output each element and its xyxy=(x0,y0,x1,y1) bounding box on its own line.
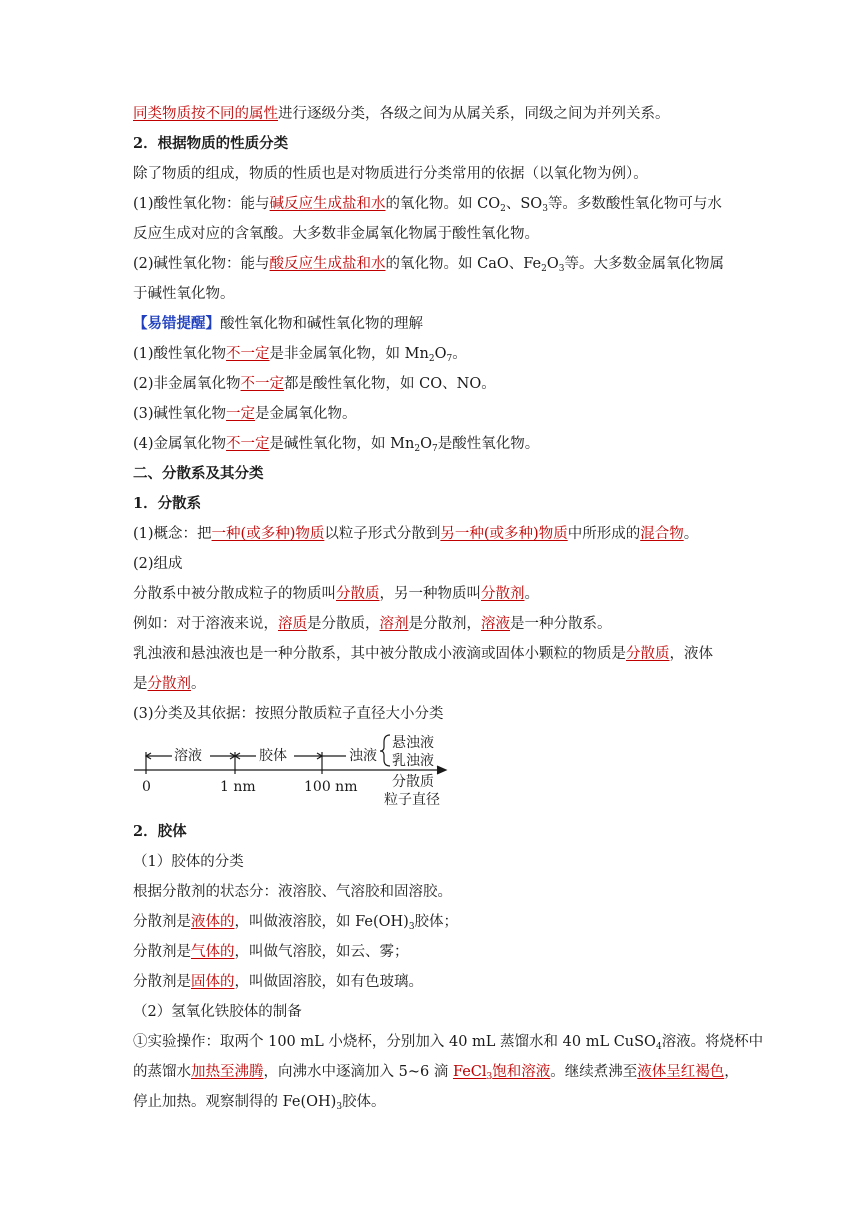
tip-heading: 【易错提醒】酸性氧化物和碱性氧化物的理解 xyxy=(133,315,423,332)
concept-item: (1)概念：把一种(或多种)物质以粒子形式分散到另一种(或多种)物质中所形成的混合物。 xyxy=(133,526,699,542)
label-emulsion: 乳浊液 xyxy=(392,753,434,769)
subsection-heading: 1．分散系 xyxy=(133,495,202,512)
paragraph: 乳浊液和悬浊液也是一种分散系，其中被分散成小液滴或固体小颗粒的物质是分散质，液体 xyxy=(133,646,713,662)
emphasis-text: 同类物质按不同的属性 xyxy=(133,106,278,122)
tip-item: (3)碱性氧化物一定是金属氧化物。 xyxy=(133,406,357,422)
paragraph: 根据分散剂的状态分：液溶胶、气溶胶和固溶胶。 xyxy=(133,884,452,900)
tip-item: (4)金属氧化物不一定是碱性氧化物，如 $Mn_2O_7$是酸性氧化物。 xyxy=(133,436,540,454)
tick-label-0: 0 xyxy=(142,779,151,795)
para-classification: 同类物质按不同的属性进行逐级分类，各级之间为从属关系，同级之间为并列关系。 xyxy=(133,106,670,122)
section-heading: 二、分散系及其分类 xyxy=(133,465,264,482)
basic-oxide-item: (2)碱性氧化物：能与酸反应生成盐和水的氧化物。如 CaO、$Fe_2O_3$等。大多数金属氧化物属 xyxy=(133,256,724,274)
acidic-oxide-item: (1)酸性氧化物：能与碱反应生成盐和水的氧化物。如 $CO_2$、$SO_3$等。多数酸性氧化物可与水 xyxy=(133,196,722,214)
paragraph: 停止加热。观察制得的 $Fe(OH)_3$胶体。 xyxy=(133,1094,386,1112)
tick-label-100nm: 100 nm xyxy=(304,779,358,795)
tip-label: 【易错提醒】 xyxy=(133,315,220,332)
dispersion-classification-diagram xyxy=(128,730,458,812)
paragraph: （2）氢氧化铁胶体的制备 xyxy=(133,1004,302,1020)
paragraph: (3)分类及其依据：按照分散质粒子直径大小分类 xyxy=(133,706,444,722)
paragraph: ①实验操作：取两个 100 mL 小烧杯，分别加入 40 mL 蒸馏水和 40 mL CuSO$_4$溶液。将烧杯中 xyxy=(133,1034,764,1052)
section-heading: 2．根据物质的性质分类 xyxy=(133,135,289,152)
paragraph: 例如：对于溶液来说，溶质是分散质，溶剂是分散剂，溶液是一种分散系。 xyxy=(133,616,612,632)
tip-item: (2)非金属氧化物不一定都是酸性氧化物，如 CO、NO。 xyxy=(133,376,496,392)
label-solution: 溶液 xyxy=(174,748,202,764)
paragraph: 分散剂是液体的，叫做液溶胶，如 $Fe(OH)_3$胶体； xyxy=(133,914,459,932)
tick-label-1nm: 1 nm xyxy=(220,779,256,795)
axis-label-1: 分散质 xyxy=(392,774,434,790)
label-turbid: 浊液 xyxy=(349,748,377,764)
paragraph: 分散系中被分散成粒子的物质叫分散质，另一种物质叫分散剂。 xyxy=(133,586,539,602)
tip-item: (1)酸性氧化物不一定是非金属氧化物，如 $Mn_2O_7$。 xyxy=(133,346,467,364)
paragraph: 于碱性氧化物。 xyxy=(133,286,235,302)
label-colloid: 胶体 xyxy=(259,748,287,764)
label-suspension: 悬浊液 xyxy=(392,735,434,751)
axis-arrowhead xyxy=(437,766,446,774)
brace xyxy=(380,735,390,766)
emphasis-text: 酸反应生成盐和水 xyxy=(269,256,386,272)
paragraph: 的蒸馏水加热至沸腾，向沸水中逐滴加入 5~6 滴 FeCl$_3$饱和溶液。继续煮沸至液体呈红褐色， xyxy=(133,1064,739,1082)
paragraph: （1）胶体的分类 xyxy=(133,854,244,870)
paragraph: 除了物质的组成，物质的性质也是对物质进行分类常用的依据（以氧化物为例）。 xyxy=(133,166,648,182)
paragraph: 分散剂是气体的，叫做气溶胶，如云、雾； xyxy=(133,944,409,960)
axis-label-2: 粒子直径 xyxy=(384,792,440,808)
paragraph: (2)组成 xyxy=(133,556,183,572)
emphasis-text: 碱反应生成盐和水 xyxy=(269,196,386,212)
paragraph: 反应生成对应的含氧酸。大多数非金属氧化物属于酸性氧化物。 xyxy=(133,226,539,242)
paragraph: 分散剂是固体的，叫做固溶胶，如有色玻璃。 xyxy=(133,974,423,990)
subsection-heading: 2．胶体 xyxy=(133,823,187,840)
paragraph: 是分散剂。 xyxy=(133,676,206,692)
